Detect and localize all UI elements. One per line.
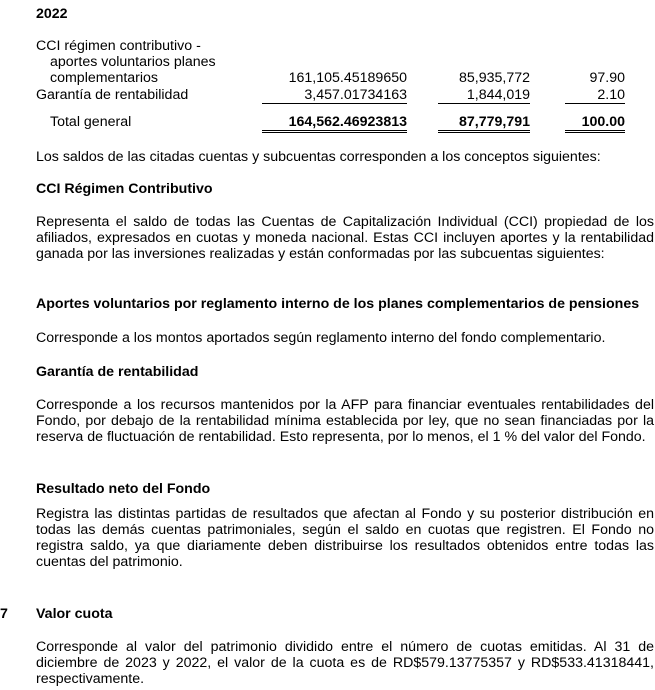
total-cuotas: 164,562.46923813 (262, 114, 407, 133)
section-text: Representa el saldo de todas las Cuentas de Capitalización Individual (CCI) propiedad de los afiliados, expresados en cuotas y moneda nacional. Estas CCI incluyen aportes y la rentabilidad ganada por las inversiones realizadas y están conformadas por las subcuentas siguientes: (36, 214, 654, 262)
row-cuotas: 3,457.01734163 (262, 87, 407, 104)
note-number: 7 (0, 606, 8, 622)
row-monto: 1,844,019 (438, 87, 530, 104)
section-heading: Aportes voluntarios por reglamento interno de los planes complementarios de pensiones (36, 296, 640, 312)
row-pct: 97.90 (589, 70, 625, 86)
note-heading: Valor cuota (36, 606, 113, 622)
total-pct: 100.00 (565, 114, 625, 133)
section-text: Corresponde a los montos aportados según reglamento interno del fondo complementario. (36, 330, 606, 346)
row-cuotas: 161,105.45189650 (288, 70, 407, 86)
row-label-line: CCI régimen contributivo - (36, 38, 201, 54)
year-header: 2022 (36, 6, 68, 22)
section-heading: Resultado neto del Fondo (36, 481, 211, 497)
total-monto: 87,779,791 (438, 114, 530, 133)
section-heading: CCI Régimen Contributivo (36, 181, 213, 197)
total-label: Total general (50, 114, 132, 130)
row-label-line: Garantía de rentabilidad (36, 87, 189, 103)
section-heading: Garantía de rentabilidad (36, 364, 199, 380)
note-text: Corresponde al valor del patrimonio dividido entre el número de cuotas emitidas. Al 31 de diciembre de 2023 y 2022, el valor de la cuota es de RD$579.13775357 y RD$533.41318441, respectivamente. (36, 639, 654, 687)
row-pct: 2.10 (565, 87, 625, 104)
row-label-line: complementarios (50, 70, 159, 86)
section-text: Registra las distintas partidas de resultados que afectan al Fondo y su posterior distribución en todas las demás cuentas patrimoniales, según el saldo en cuotas que registren. El Fondo no registra saldo, ya que diariamente deben distribuirse los resultados obtenidos entre todas las cuentas del patrimonio. (36, 506, 654, 570)
table-row (36, 38, 201, 54)
intro-text: Los saldos de las citadas cuentas y subcuentas corresponden a los conceptos siguientes: (36, 149, 601, 165)
section-text: Corresponde a los recursos mantenidos por la AFP para financiar eventuales rentabilidades del Fondo, por debajo de la rentabilidad mínima establecida por ley, que no sean financiadas por la reserva de fluctuación de rentabilidad. Esto representa, por lo menos, el 1 % del valor del Fondo. (36, 397, 654, 445)
row-label-line: aportes voluntarios planes (50, 54, 216, 70)
row-monto: 85,935,772 (458, 70, 530, 86)
